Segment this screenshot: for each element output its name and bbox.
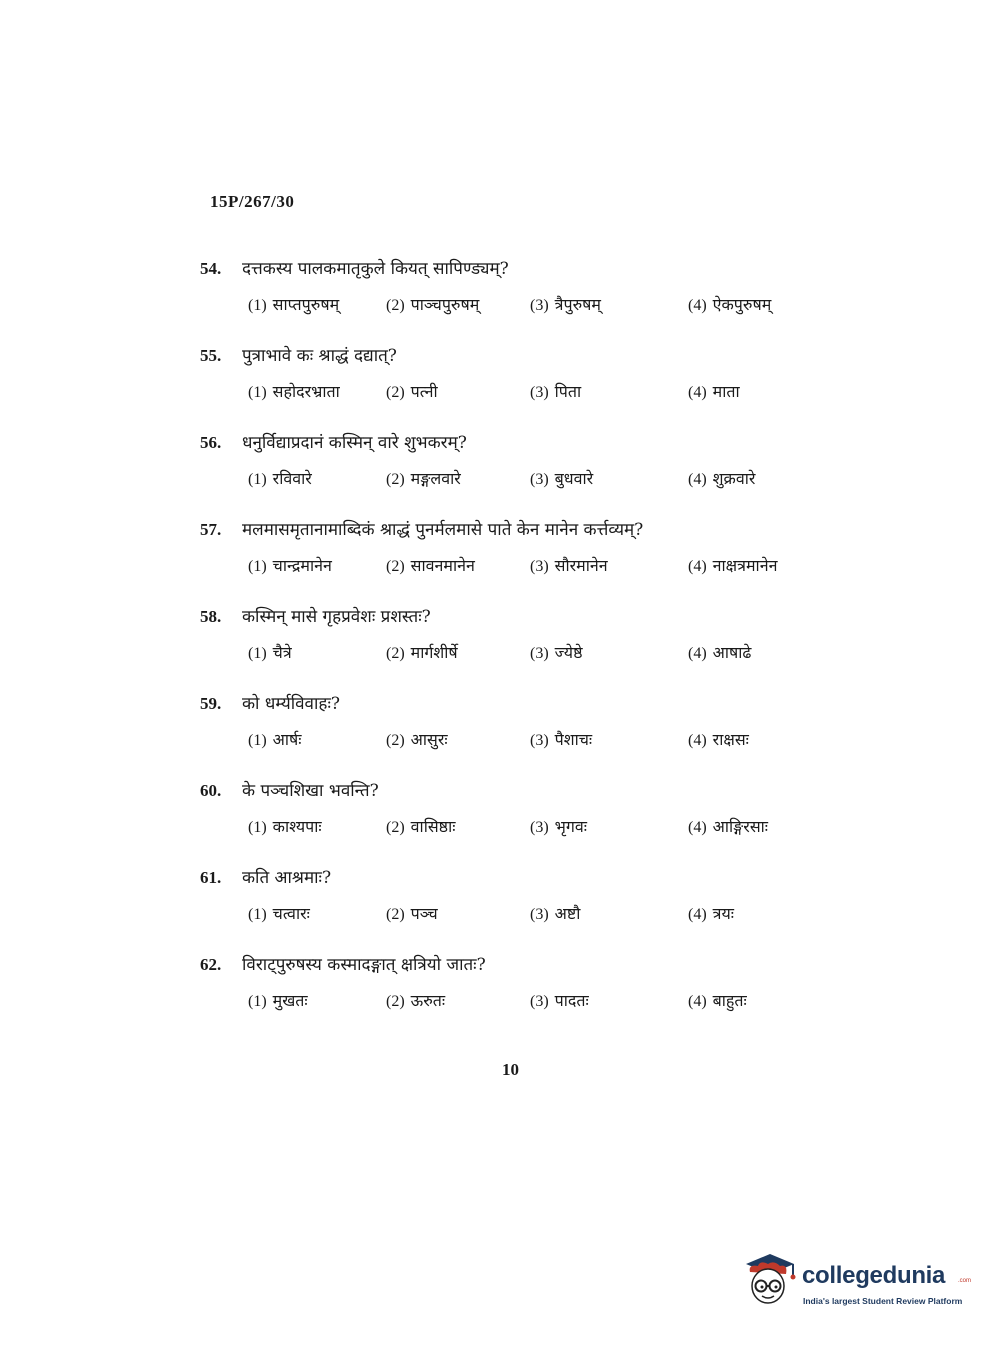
option-number: (3) [530, 993, 549, 1010]
paper-code: 15P/267/30 [210, 192, 295, 211]
option-text: चैत्रे [272, 643, 292, 662]
option-text: आङ्गिरसाः [712, 817, 769, 836]
option-text: पैशाचः [554, 730, 593, 749]
question-text: पुत्राभावे कः श्राद्धं दद्यात्? [242, 346, 397, 366]
option-text: रविवारे [272, 469, 312, 488]
question-number: 57. [200, 520, 222, 539]
option-number: (1) [248, 471, 267, 488]
option-number: (4) [688, 993, 707, 1010]
option-4 [688, 641, 751, 663]
question-number: 58. [200, 607, 222, 626]
option-text: राक्षसः [712, 730, 749, 749]
option-text: सौरमानेन [554, 556, 608, 575]
option-2 [386, 380, 438, 402]
option-number: (4) [688, 819, 707, 836]
question-text: दत्तकस्य पालकमातृकुले कियत् सापिण्ड्यम्? [242, 259, 509, 279]
question-line [200, 952, 486, 975]
question-line [200, 691, 340, 714]
option-3 [530, 554, 608, 576]
option-text: पिता [554, 382, 582, 401]
question-55 [200, 343, 820, 430]
option-3 [530, 293, 601, 315]
option-number: (4) [688, 384, 707, 401]
option-text: आषाढे [712, 643, 752, 662]
option-text: पाञ्चपुरुषम् [410, 295, 480, 314]
option-text: बाहुतः [712, 991, 747, 1010]
option-text: नाक्षत्रमानेन [712, 556, 778, 575]
option-number: (2) [386, 906, 405, 923]
option-number: (2) [386, 732, 405, 749]
option-2 [386, 815, 455, 837]
question-text: धनुर्विद्याप्रदानं कस्मिन् वारे शुभकरम्? [242, 433, 467, 453]
question-62 [200, 952, 820, 1039]
option-4 [688, 815, 768, 837]
option-3 [530, 989, 589, 1011]
option-number: (3) [530, 384, 549, 401]
option-3 [530, 728, 592, 750]
option-text: माता [712, 382, 740, 401]
question-61 [200, 865, 820, 952]
question-list [200, 256, 820, 1039]
option-2 [386, 989, 445, 1011]
option-text: मार्गशीर्षे [410, 643, 458, 662]
option-2 [386, 467, 461, 489]
option-text: त्रयः [712, 904, 735, 923]
option-text: साप्तपुरुषम् [272, 295, 340, 314]
option-number: (1) [248, 645, 267, 662]
option-text: आसुरः [410, 730, 448, 749]
option-4 [688, 989, 747, 1011]
option-number: (4) [688, 645, 707, 662]
question-54 [200, 256, 820, 343]
question-number: 56. [200, 433, 222, 452]
option-text: वासिष्ठाः [410, 817, 456, 836]
question-number: 62. [200, 955, 222, 974]
option-number: (4) [688, 906, 707, 923]
question-line [200, 865, 331, 888]
option-number: (1) [248, 384, 267, 401]
logo-tld: .com [958, 1278, 972, 1284]
option-text: शुक्रवारे [712, 469, 756, 488]
question-line [200, 256, 509, 279]
option-3 [530, 815, 587, 837]
option-text: मङ्गलवारे [410, 469, 461, 488]
option-number: (1) [248, 906, 267, 923]
option-number: (3) [530, 906, 549, 923]
question-text: कति आश्रमाः? [242, 868, 332, 888]
option-text: सहोदरभ्राता [272, 382, 340, 401]
option-number: (4) [688, 471, 707, 488]
option-number: (2) [386, 645, 405, 662]
page-number: 10 [502, 1060, 519, 1079]
option-number: (3) [530, 732, 549, 749]
option-text: चत्वारः [272, 904, 310, 923]
option-number: (2) [386, 993, 405, 1010]
option-4 [688, 728, 749, 750]
option-number: (4) [688, 732, 707, 749]
question-59 [200, 691, 820, 778]
option-3 [530, 641, 583, 663]
option-number: (3) [530, 819, 549, 836]
question-58 [200, 604, 820, 691]
option-number: (1) [248, 558, 267, 575]
option-number: (4) [688, 558, 707, 575]
option-text: पादतः [554, 991, 589, 1010]
question-line [200, 343, 397, 366]
option-1 [248, 554, 332, 576]
option-4 [688, 902, 734, 924]
question-text: विराट्पुरुषस्य कस्मादङ्गात् क्षत्रियो जातः? [242, 955, 486, 975]
question-57 [200, 517, 820, 604]
option-1 [248, 293, 339, 315]
option-text: आर्षः [272, 730, 302, 749]
option-number: (1) [248, 297, 267, 314]
question-line [200, 604, 431, 627]
option-text: काश्यपाः [272, 817, 322, 836]
option-text: त्रैपुरुषम् [554, 295, 601, 314]
option-4 [688, 467, 755, 489]
option-number: (2) [386, 471, 405, 488]
option-1 [248, 815, 322, 837]
option-text: ज्येष्ठे [554, 643, 583, 662]
question-text: को धर्म्यविवाहः? [242, 694, 340, 714]
question-line [200, 517, 643, 540]
question-number: 60. [200, 781, 222, 800]
option-2 [386, 293, 479, 315]
option-text: ऐकपुरुषम् [712, 295, 772, 314]
option-text: अष्टौ [554, 904, 581, 923]
option-number: (2) [386, 297, 405, 314]
option-number: (1) [248, 819, 267, 836]
option-number: (4) [688, 297, 707, 314]
option-4 [688, 380, 740, 402]
mascot-icon [740, 1250, 798, 1312]
option-2 [386, 641, 458, 663]
option-4 [688, 293, 771, 315]
question-text: मलमासमृतानामाब्दिकं श्राद्धं पुनर्मलमासे पाते केन मानेन कर्त्तव्यम्? [242, 520, 644, 540]
option-3 [530, 467, 593, 489]
option-text: चान्द्रमानेन [272, 556, 332, 575]
option-1 [248, 902, 310, 924]
option-2 [386, 902, 438, 924]
option-text: पत्नी [410, 382, 438, 401]
option-number: (2) [386, 384, 405, 401]
question-number: 61. [200, 868, 222, 887]
option-1 [248, 641, 292, 663]
option-2 [386, 554, 475, 576]
option-1 [248, 467, 312, 489]
logo-tagline: India's largest Student Review Platform [803, 1296, 963, 1306]
option-text: पञ्च [410, 904, 438, 923]
option-text: सावनमानेन [410, 556, 475, 575]
question-line [200, 430, 467, 453]
question-number: 59. [200, 694, 222, 713]
question-number: 55. [200, 346, 222, 365]
option-number: (3) [530, 645, 549, 662]
option-number: (3) [530, 471, 549, 488]
option-text: भृगवः [554, 817, 588, 836]
question-line [200, 778, 379, 801]
question-60 [200, 778, 820, 865]
option-1 [248, 380, 340, 402]
option-4 [688, 554, 777, 576]
option-number: (1) [248, 993, 267, 1010]
option-number: (2) [386, 819, 405, 836]
question-56 [200, 430, 820, 517]
option-text: बुधवारे [554, 469, 594, 488]
question-text: के पञ्चशिखा भवन्ति? [242, 781, 379, 801]
option-number: (3) [530, 558, 549, 575]
option-number: (1) [248, 732, 267, 749]
option-text: ऊरुतः [410, 991, 446, 1010]
option-1 [248, 989, 308, 1011]
option-number: (2) [386, 558, 405, 575]
option-text: मुखतः [272, 991, 308, 1010]
option-1 [248, 728, 302, 750]
option-2 [386, 728, 448, 750]
option-3 [530, 902, 580, 924]
question-text: कस्मिन् मासे गृहप्रवेशः प्रशस्तः? [242, 607, 431, 627]
option-3 [530, 380, 581, 402]
logo-wordmark: collegedunia [802, 1262, 946, 1289]
option-number: (3) [530, 297, 549, 314]
collegedunia-logo [740, 1250, 970, 1320]
question-number: 54. [200, 259, 222, 278]
